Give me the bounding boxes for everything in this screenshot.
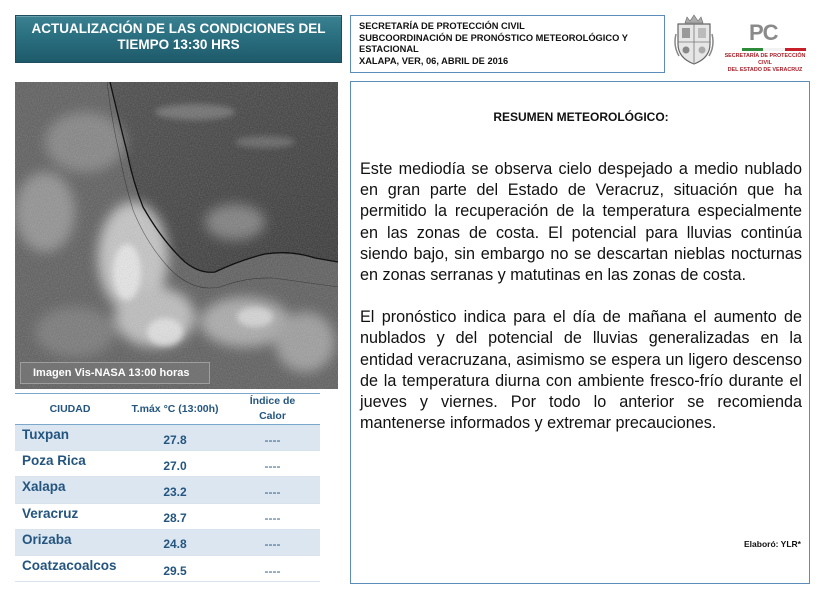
title-line-1: ACTUALIZACIÓN DE LAS CONDICIONES DEL <box>31 21 326 36</box>
satellite-map-graphic <box>15 82 338 389</box>
header-tmax: T.máx °C (13:00h) <box>131 403 219 415</box>
pc-bar-red <box>785 48 806 51</box>
row-tmax: 27.8 <box>163 432 187 447</box>
agency-info-box <box>350 15 665 73</box>
row-heat-index: ---- <box>264 511 281 526</box>
row-tmax: 27.0 <box>163 458 187 473</box>
row-city: Veracruz <box>22 505 79 521</box>
summary-paragraph-1: Este mediodía se observa cielo despejado a medio nublado en gran parte del Estado de Veracruz, situación que ha permitido la recuperación de la temperatura especialmente en las zonas de costa. El potencial para lluvias continúa siendo bajo, sin embargo no se descartan nieblas nocturnas en zonas serranas y matutinas en las zonas de costa. <box>360 160 802 285</box>
row-heat-index: ---- <box>264 563 281 578</box>
row-tmax: 29.5 <box>163 563 187 578</box>
pc-logo <box>720 20 810 73</box>
table-row <box>15 530 320 556</box>
pc-bar-green <box>742 48 763 51</box>
header-city: CIUDAD <box>49 403 91 415</box>
author-credit: Elaboró: YLR* <box>744 539 801 549</box>
row-heat-index: ---- <box>264 432 281 447</box>
agency-line-1: SECRETARÍA DE PROTECCIÓN CIVIL <box>359 21 525 31</box>
row-tmax: 24.8 <box>163 537 187 552</box>
header-heat-index <box>225 394 320 424</box>
pc-caption-line-1: SECRETARÍA DE PROTECCIÓN CIVIL <box>724 53 806 66</box>
row-tmax: 23.2 <box>163 484 187 499</box>
table-row <box>15 425 320 451</box>
pc-bar-white <box>763 48 784 51</box>
row-tmax: 28.7 <box>163 511 187 526</box>
agency-line-2: SUBCOORDINACIÓN DE PRONÓSTICO METEOROLÓGICO Y <box>359 32 628 43</box>
summary-title: RESUMEN METEOROLÓGICO: <box>493 110 669 124</box>
pc-logo-caption <box>720 53 810 74</box>
row-city: Poza Rica <box>22 453 86 469</box>
agency-date: XALAPA, VER, 06, ABRIL DE 2016 <box>359 55 509 66</box>
header-heat-index-line-2: Calor <box>259 410 286 422</box>
row-heat-index: ---- <box>264 484 281 499</box>
pc-caption-line-2: DEL ESTADO DE VERACRUZ <box>727 67 803 73</box>
row-heat-index: ---- <box>264 458 281 473</box>
header-heat-index-line-1: Índice de <box>249 395 296 407</box>
table-row <box>15 451 320 477</box>
table-row <box>15 477 320 503</box>
title-line-2: TIEMPO 13:30 HRS <box>117 37 240 52</box>
summary-body <box>360 159 802 455</box>
title-banner <box>15 15 342 63</box>
veracruz-seal-icon <box>673 14 715 66</box>
row-city: Tuxpan <box>22 427 69 443</box>
weather-summary-box <box>350 81 810 584</box>
agency-line-3: ESTACIONAL <box>359 44 419 54</box>
row-city: Orizaba <box>22 531 72 547</box>
row-city: Coatzacoalcos <box>22 558 117 574</box>
row-city: Xalapa <box>22 479 66 495</box>
table-header <box>15 393 320 425</box>
satellite-image <box>15 82 338 389</box>
table-row <box>15 556 320 582</box>
table-row <box>15 504 320 530</box>
pc-logo-color-bars <box>742 48 806 51</box>
temperature-table <box>15 393 320 582</box>
pc-logo-letters: PC <box>749 20 778 45</box>
summary-paragraph-2: El pronóstico indica para el día de mañana el aumento de nublados y del potencial de lluvias generalizadas en la entidad veracruzana, asimismo se espera un ligero descenso de la temperatura diurna con ambiente fresco-frío durante el jueves y viernes. Por todo lo anterior se recomienda mantenerse informados y extremar precauciones. <box>360 308 802 433</box>
satellite-caption: Imagen Vis-NASA 13:00 horas <box>20 362 210 384</box>
row-heat-index: ---- <box>264 537 281 552</box>
